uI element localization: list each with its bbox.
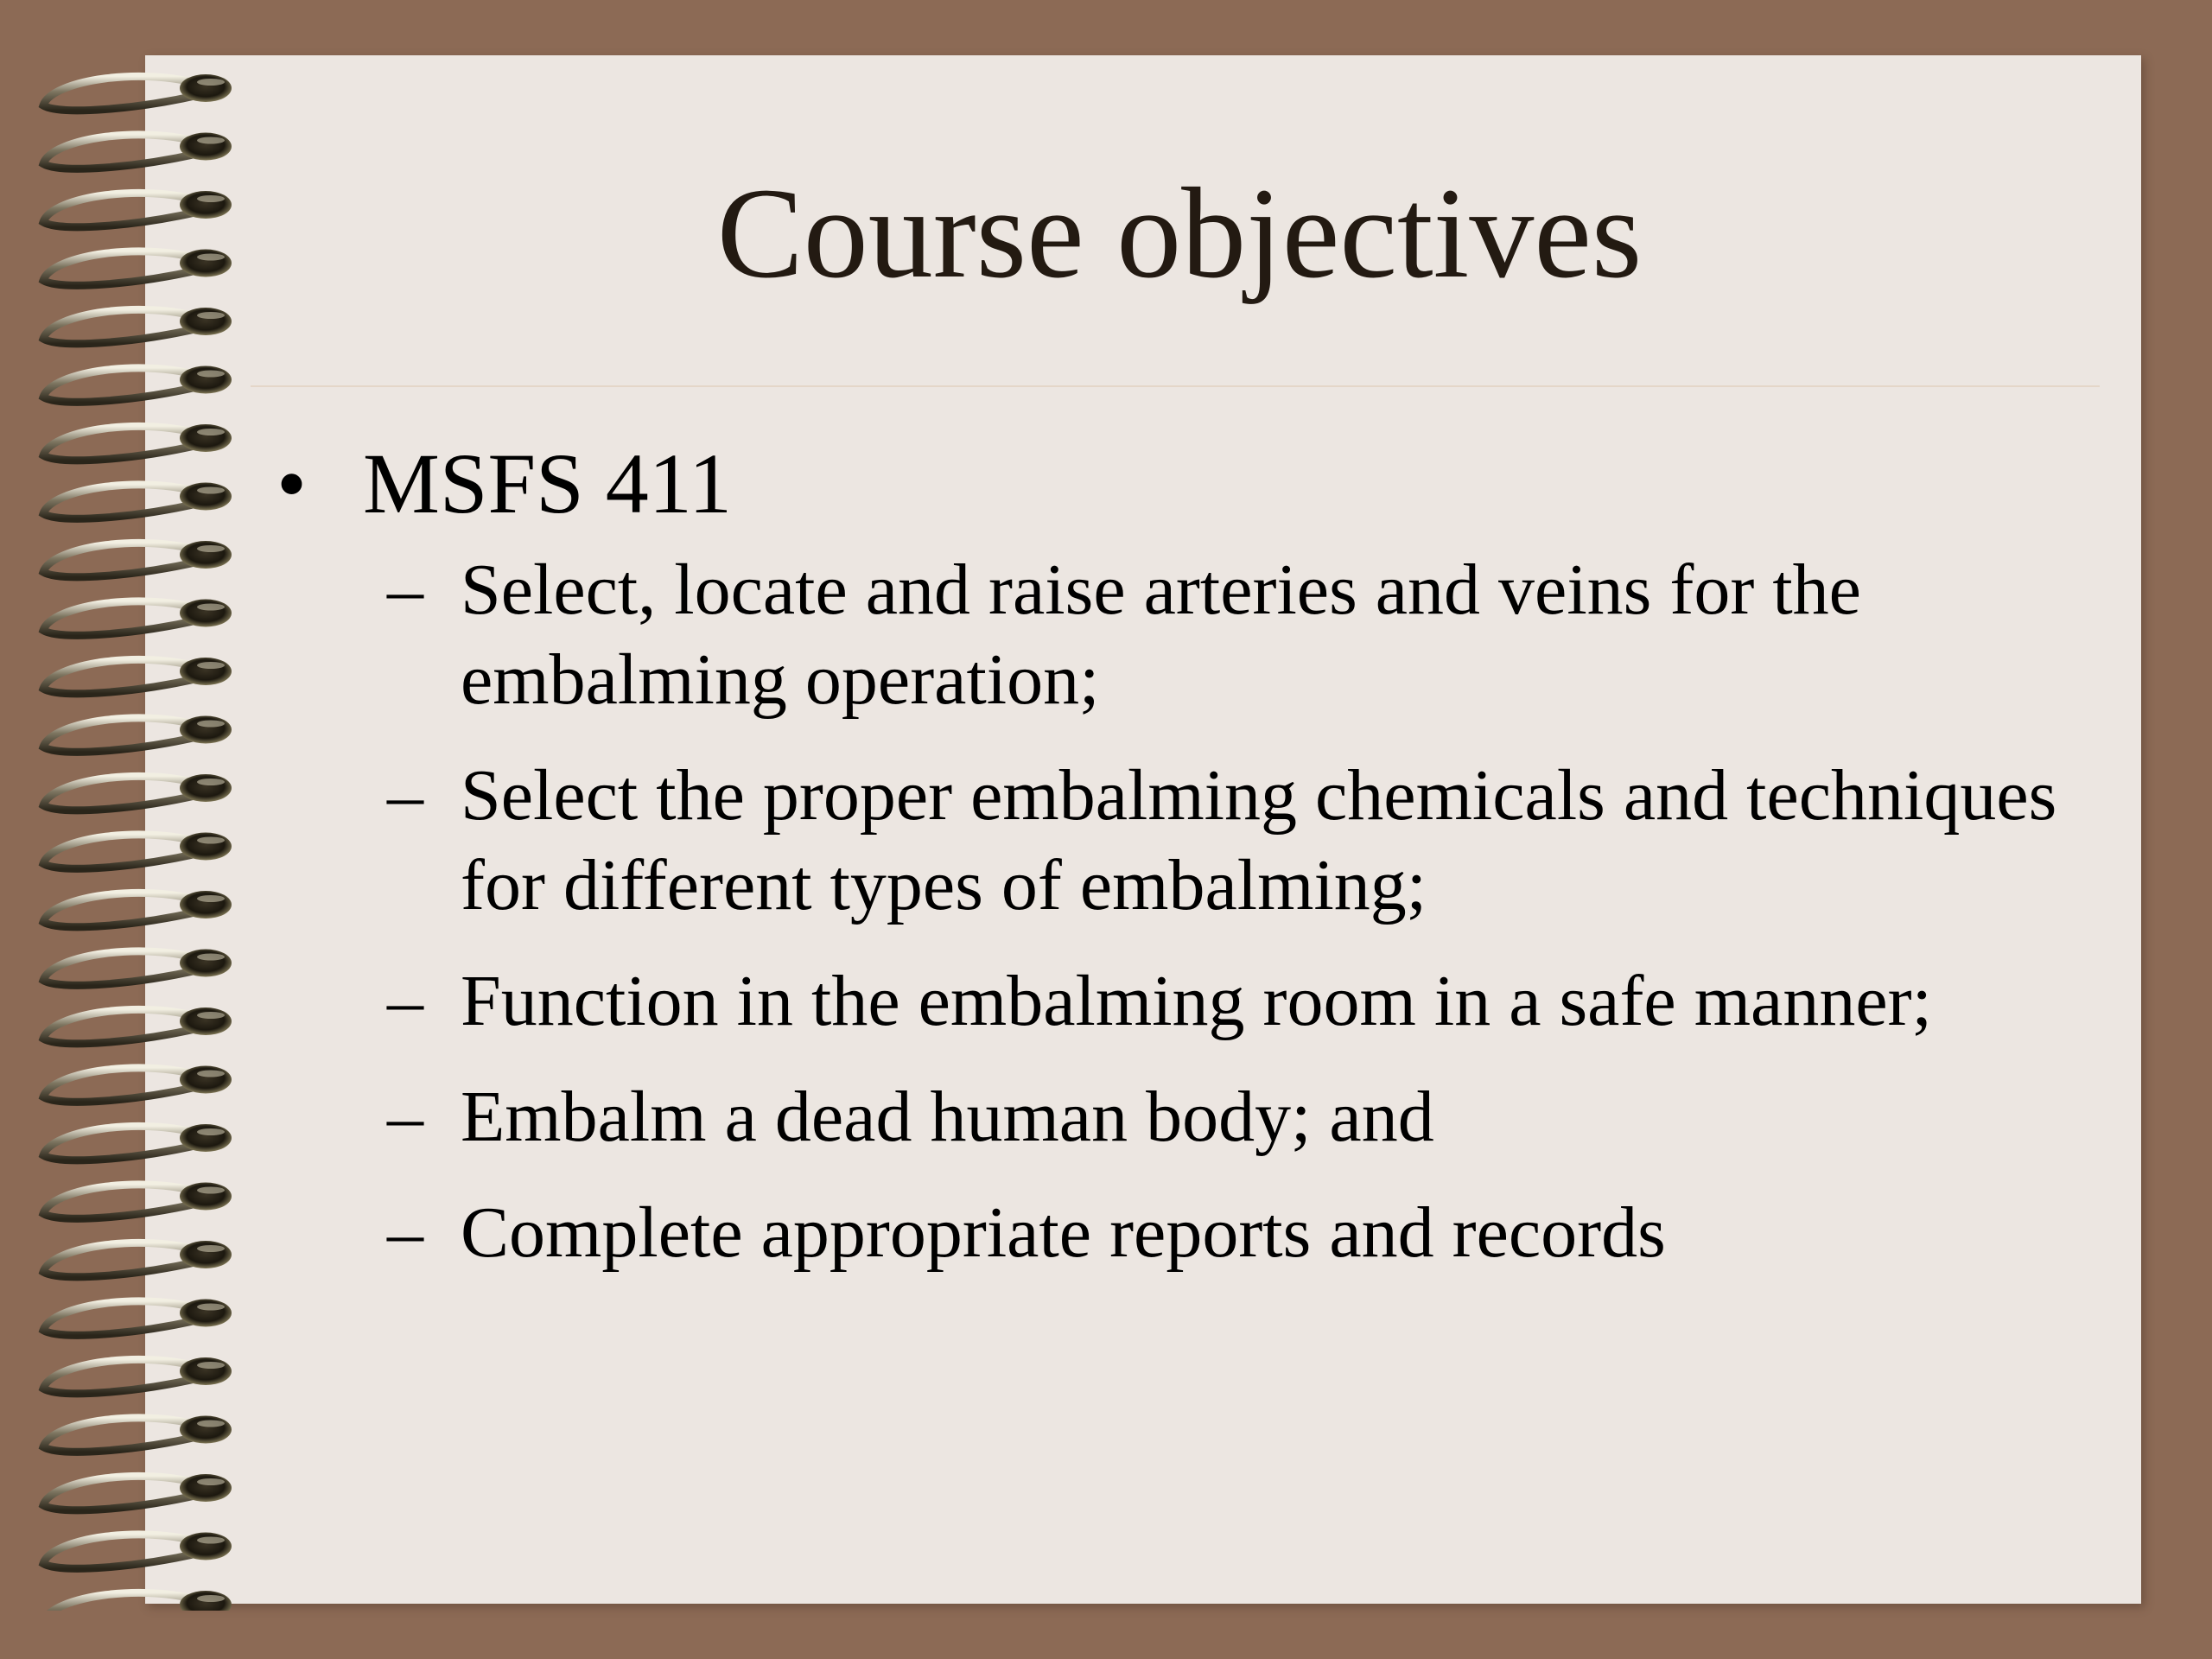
slide-title: Course objectives [716, 162, 1643, 305]
dash-marker: – [387, 1077, 423, 1157]
dash-marker: – [387, 961, 423, 1041]
objective-text: Embalm a dead human body; and [461, 1077, 1434, 1157]
objective-text: Function in the embalming room in a safe manner; [461, 961, 1932, 1041]
dash-marker: – [387, 1192, 423, 1273]
objective-item [276, 545, 2091, 725]
objective-item [276, 1072, 2091, 1162]
objective-text: Complete appropriate reports and records [461, 1192, 1666, 1273]
dash-marker: – [387, 550, 423, 630]
objective-text: Select, locate and raise arteries and veins for the embalming operation; [461, 550, 1861, 720]
bullet-marker: • [276, 435, 308, 531]
title-divider [251, 385, 2100, 387]
main-bullet [276, 428, 2091, 540]
objective-item [276, 1188, 2091, 1278]
slide-content [276, 428, 2091, 1304]
objective-item [276, 957, 2091, 1046]
objectives-list [276, 545, 2091, 1278]
main-bullet-text: MSFS 411 [363, 435, 733, 531]
objective-text: Select the proper embalming chemicals and techniques for different types of embalming; [461, 755, 2057, 925]
dash-marker: – [387, 755, 423, 836]
objective-item [276, 751, 2091, 931]
